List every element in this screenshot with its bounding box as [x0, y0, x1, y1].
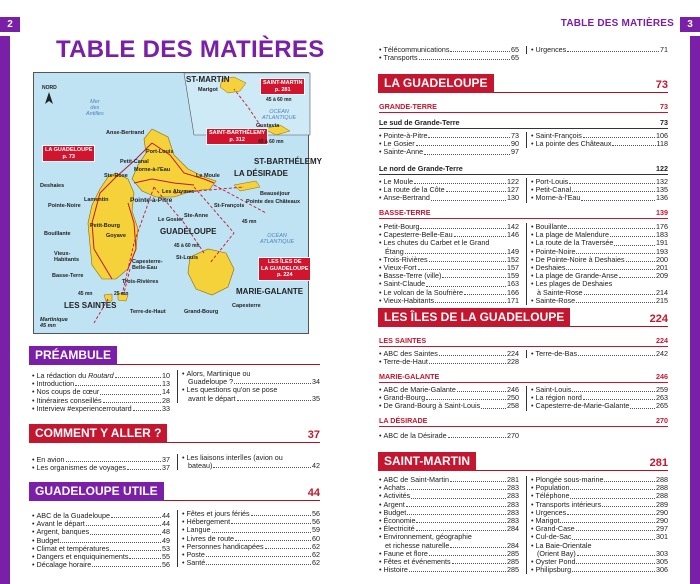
- toc-entry[interactable]: • Saint-Claude 163: [379, 280, 519, 288]
- marie-galante-col-1: [379, 386, 519, 411]
- toc-entry[interactable]: • Environnement, géographie: [379, 533, 519, 541]
- toc-entry[interactable]: • Langue 59: [182, 526, 320, 534]
- subsection-nord-grande-terre: Le nord de Grande-Terre 122: [379, 164, 668, 173]
- toc-entry[interactable]: • Le volcan de la Soufrière 166: [379, 289, 519, 297]
- subsection-marie-galante: MARIE-GALANTE 246: [379, 372, 668, 381]
- utile-col-2: [177, 510, 320, 567]
- nord-col-2: [526, 178, 668, 203]
- toc-entry[interactable]: • Capesterre-de-Marie-Galante 265: [531, 402, 668, 410]
- label-gustavia: Gustavia: [256, 123, 280, 129]
- toc-entry[interactable]: • De Pointe-Noire à Deshaies 200: [531, 256, 668, 264]
- section-la-guadeloupe: [378, 74, 668, 93]
- toc-entry[interactable]: • Bouillante 176: [531, 223, 668, 231]
- section-saint-martin: [378, 452, 668, 471]
- toc-entry[interactable]: • Pointe-à-Pitre 73: [379, 132, 519, 140]
- toc-entry[interactable]: • Port-Louis 132: [531, 178, 668, 186]
- comment-col-2: [177, 454, 320, 470]
- toc-entry[interactable]: • Nos coups de cœur 14: [32, 388, 170, 396]
- toc-entry[interactable]: • Poste 62: [182, 551, 320, 559]
- toc-entry[interactable]: • Vieux-Habitants 171: [379, 297, 519, 305]
- saintes-col-1: [379, 350, 519, 366]
- box-saint-barthelemy: SAINT-BARTHÉLEMY p. 312: [206, 128, 268, 145]
- toc-entry[interactable]: • Le Gosier 90: [379, 140, 519, 148]
- toc-entry[interactable]: • Fêtes et jours fériés 56: [182, 510, 320, 518]
- toc-entry[interactable]: • Dangers et enquiquinements 55: [32, 553, 170, 561]
- label-martinique: Martinique 45 mn: [40, 317, 68, 329]
- label-petit-canal: Petit-Canal: [120, 159, 149, 165]
- toc-entry[interactable]: • Philipsburg 306: [531, 566, 668, 574]
- label-st-martin: ST-MARTIN: [186, 75, 230, 84]
- sea-label: Mer des Antilles: [86, 99, 104, 117]
- box-la-guadeloupe: LA GUADELOUPE p. 73: [42, 145, 95, 162]
- toc-entry[interactable]: • Basse-Terre (ville) 159: [379, 272, 519, 280]
- label-les-abymes: Les Abymes: [162, 189, 195, 195]
- section-preambule: [29, 346, 320, 365]
- toc-entry[interactable]: • Budget 283: [379, 509, 519, 517]
- toc-entry[interactable]: • La route de la Côte 127: [379, 186, 519, 194]
- section-page: 224: [649, 313, 668, 325]
- preambule-col-2: [177, 370, 320, 403]
- sud-col-2: [526, 132, 668, 148]
- toc-entry[interactable]: • Alors, Martinique ou: [182, 370, 320, 378]
- page-title: TABLE DES MATIÈRES: [56, 36, 325, 63]
- basse-terre-col-1: [379, 223, 519, 305]
- toc-entry[interactable]: • La rédaction du Routard 10: [32, 372, 170, 380]
- ocean-label-2: OCÉAN ATLANTIQUE: [260, 233, 295, 245]
- toc-entry[interactable]: • Capesterre-Belle-Eau 146: [379, 231, 519, 239]
- saintes-col-2: [526, 350, 668, 358]
- label-guadeloupe: GUADELOUPE: [160, 227, 217, 236]
- toc-entry[interactable]: • Télécommunications 65: [379, 46, 519, 54]
- toc-entry[interactable]: • Petit-Bourg 142: [379, 223, 519, 231]
- section-iles-guadeloupe: [378, 308, 668, 327]
- toc-entry[interactable]: • Grand-Case 297: [531, 525, 668, 533]
- section-page: 73: [655, 79, 668, 91]
- distance-tag: 45 mn: [78, 291, 93, 297]
- section-page: 281: [649, 457, 668, 469]
- toc-entry[interactable]: • Terre-de-Haut 228: [379, 358, 519, 366]
- toc-entry[interactable]: • ABC de Saint-Martin 281: [379, 476, 519, 484]
- label-le-gosier: Le Gosier: [158, 217, 184, 223]
- toc-entry[interactable]: • Argent 283: [379, 501, 519, 509]
- label-pointe-noire: Pointe-Noire: [48, 203, 81, 209]
- toc-entry[interactable]: • La Baie-Orientale: [531, 542, 668, 550]
- subsection-grande-terre: GRANDE-TERRE 73: [379, 102, 668, 111]
- box-saint-martin: SAINT-MARTIN p. 281: [260, 78, 305, 95]
- basse-terre-col-2: [526, 223, 668, 305]
- label-capesterre: Capesterre-Belle-Eau: [132, 259, 163, 271]
- toc-entry[interactable]: • Plongée sous-marine 288: [531, 476, 668, 484]
- preambule-col-1: [32, 372, 170, 413]
- toc-entry[interactable]: • Interview #experiencerroutard 33: [32, 405, 170, 413]
- left-page-number: 2: [0, 17, 20, 32]
- toc-entry[interactable]: • Histoire 285: [379, 566, 519, 574]
- toc-entry-cont[interactable]: Guadeloupe ? 34: [188, 377, 320, 387]
- toc-entry[interactable]: • Transports intérieurs 289: [531, 501, 668, 509]
- label-ste-rose: Ste-Rose: [104, 173, 128, 179]
- label-pointe-a-pitre: Pointe-à-Pitre: [130, 197, 173, 204]
- ocean-label-1: OCÉAN ATLANTIQUE: [262, 109, 297, 121]
- toc-entry[interactable]: • Terre-de-Bas 242: [531, 350, 668, 358]
- toc-entry[interactable]: • Transports 65: [379, 54, 519, 62]
- label-bouillante: Bouillante: [44, 231, 71, 237]
- section-label: PRÉAMBULE: [29, 346, 117, 365]
- toc-entry[interactable]: • Argent, banques 48: [32, 528, 170, 536]
- toc-entry[interactable]: • Livres de route 60: [182, 535, 320, 543]
- toc-entry[interactable]: • De Grand-Bourg à Saint-Louis 258: [379, 402, 519, 410]
- toc-entry[interactable]: • Climat et températures 53: [32, 545, 170, 553]
- right-gutter-bar: [690, 36, 700, 584]
- utile-col-1: [32, 512, 170, 569]
- subsection-sud-grande-terre: Le sud de Grande-Terre 73: [379, 118, 668, 127]
- section-comment-y-aller: [29, 424, 320, 443]
- section-label: COMMENT Y ALLER ?: [29, 424, 167, 443]
- toc-entry[interactable]: • Deshaies 201: [531, 264, 668, 272]
- toc-entry[interactable]: • Avant le départ 44: [32, 520, 170, 528]
- section-label: SAINT-MARTIN: [378, 452, 476, 471]
- label-st-francois: St-François: [214, 203, 245, 209]
- top-col-1: [379, 46, 519, 62]
- section-guadeloupe-utile: [29, 482, 320, 501]
- desirade-island: [234, 181, 260, 191]
- distance-tag: 45 à 60 mn: [266, 97, 292, 103]
- toc-entry[interactable]: • Saint-François 106: [531, 132, 668, 140]
- subsection-les-saintes: LES SAINTES 224: [379, 336, 668, 345]
- toc-entry[interactable]: • Trois-Rivières 152: [379, 256, 519, 264]
- label-vieux-habitants: Vieux-Habitants: [54, 251, 80, 263]
- distance-tag: 25 mn: [114, 291, 129, 297]
- label-basse-terre: Basse-Terre: [52, 273, 84, 279]
- toc-entry[interactable]: • Grand-Bourg 250: [379, 394, 519, 402]
- compass-icon: [44, 92, 54, 104]
- toc-entry[interactable]: • Économie 283: [379, 517, 519, 525]
- section-label: LA GUADELOUPE: [378, 74, 494, 93]
- toc-entry[interactable]: • Oyster Pond 305: [531, 558, 668, 566]
- toc-entry-cont[interactable]: à Sainte-Rose 214: [537, 287, 668, 297]
- section-page: 44: [307, 487, 320, 499]
- toc-entry[interactable]: • Urgences 290: [531, 509, 668, 517]
- north-label: NORD: [42, 85, 57, 91]
- toc-entry[interactable]: • Sainte-Anne 97: [379, 148, 519, 156]
- toc-entry[interactable]: • Morne-à-l'Eau 136: [531, 194, 668, 202]
- toc-entry[interactable]: • ABC des Saintes 224: [379, 350, 519, 358]
- label-st-louis: St-Louis: [176, 255, 198, 261]
- toc-entry[interactable]: • En avion 37: [32, 456, 170, 464]
- toc-entry[interactable]: • ABC de Marie-Galante 246: [379, 386, 519, 394]
- toc-entry[interactable]: • Itinéraires conseillés 28: [32, 397, 170, 405]
- label-marigot: Marigot: [198, 87, 218, 93]
- toc-entry[interactable]: • Les questions qu'on se pose: [182, 386, 320, 394]
- map: [33, 72, 322, 334]
- toc-entry[interactable]: • Les chutes du Carbet et le Grand: [379, 239, 519, 247]
- left-gutter-bar: [0, 36, 10, 584]
- toc-entry[interactable]: • Électricité 284: [379, 525, 519, 533]
- toc-entry[interactable]: • Anse-Bertrand 130: [379, 194, 519, 202]
- sud-col-1: [379, 132, 519, 157]
- st-martin-col-2: [526, 476, 668, 574]
- toc-entry[interactable]: • Achats 283: [379, 484, 519, 492]
- toc-entry[interactable]: • Santé 62: [182, 559, 320, 567]
- toc-entry[interactable]: • Le Moule 122: [379, 178, 519, 186]
- toc-entry[interactable]: • Population 288: [531, 484, 668, 492]
- toc-entry[interactable]: • Introduction 13: [32, 380, 170, 388]
- toc-entry[interactable]: • Activités 283: [379, 492, 519, 500]
- label-lamentin: Lamentin: [84, 197, 109, 203]
- running-title: TABLE DES MATIÈRES: [560, 18, 674, 29]
- marie-galante-col-2: [526, 386, 668, 411]
- toc-entry[interactable]: • Budget 49: [32, 537, 170, 545]
- toc-entry[interactable]: • ABC de la Désirade 270: [379, 432, 519, 440]
- label-grand-bourg: Grand-Bourg: [184, 309, 219, 315]
- distance-tag: 45 à 60 mn: [174, 243, 200, 249]
- toc-entry[interactable]: • La plage de Grande-Anse 209: [531, 272, 668, 280]
- distance-tag: 45 mn: [242, 219, 257, 225]
- toc-entry[interactable]: • La région nord 263: [531, 394, 668, 402]
- toc-entry[interactable]: • La route de la Traversée 191: [531, 239, 668, 247]
- toc-entry-cont[interactable]: (Orient Bay) 303: [537, 548, 668, 558]
- label-terre-de-haut: Terre-de-Haut: [130, 309, 166, 315]
- toc-entry-cont[interactable]: bateau) 42: [188, 461, 320, 471]
- nord-col-1: [379, 178, 519, 203]
- label-les-saintes: LES SAINTES: [64, 301, 117, 310]
- toc-entry[interactable]: • Personnes handicapées 62: [182, 543, 320, 551]
- toc-entry[interactable]: • Urgences 71: [531, 46, 668, 54]
- label-deshaies: Deshaies: [40, 183, 65, 189]
- toc-entry[interactable]: • Téléphone 288: [531, 492, 668, 500]
- label-pointe-des-chateaux: Pointe des Châteaux: [246, 199, 301, 205]
- label-trois-rivieres: Trois-Rivières: [122, 279, 159, 285]
- toc-entry[interactable]: • La plage de Malendure 183: [531, 231, 668, 239]
- distance-tag: 45 à 60 mn: [258, 139, 284, 145]
- toc-entry[interactable]: • Cul-de-Sac 301: [531, 533, 668, 541]
- section-page: 37: [307, 429, 320, 441]
- label-goyave: Goyave: [106, 233, 126, 239]
- toc-entry[interactable]: • Sainte-Rose 215: [531, 297, 668, 305]
- label-petit-bourg: Petit-Bourg: [90, 223, 120, 229]
- toc-entry[interactable]: • Les organismes de voyages 37: [32, 464, 170, 472]
- label-beausejour: Beauséjour: [260, 191, 290, 197]
- toc-entry-cont[interactable]: et richesse naturelle 284: [385, 540, 519, 550]
- label-capesterre-mg: Capesterre: [232, 303, 261, 309]
- subsection-la-desirade: LA DÉSIRADE 270: [379, 416, 668, 425]
- toc-entry[interactable]: • Faune et flore 285: [379, 550, 519, 558]
- section-label: LES ÎLES DE LA GUADELOUPE: [378, 308, 570, 327]
- toc-entry[interactable]: • Hébergement 56: [182, 518, 320, 526]
- toc-entry[interactable]: • Les liaisons interîles (avion ou: [182, 454, 320, 462]
- label-ste-anne: Ste-Anne: [184, 213, 209, 219]
- label-marie-galante: MARIE-GALANTE: [236, 287, 304, 296]
- toc-entry[interactable]: • La pointe des Châteaux 118: [531, 140, 668, 148]
- comment-col-1: [32, 456, 170, 472]
- label-la-desirade: LA DÉSIRADE: [234, 169, 288, 178]
- right-page-number: 3: [680, 17, 700, 32]
- label-port-louis: Port-Louis: [146, 149, 174, 155]
- toc-entry[interactable]: • Saint-Louis 259: [531, 386, 668, 394]
- box-iles-guadeloupe: LES ÎLES DE LA GUADELOUPE p. 224: [258, 257, 311, 281]
- toc-entry-cont[interactable]: avant le départ 35: [188, 393, 320, 403]
- toc-entry[interactable]: • Fêtes et événements 285: [379, 558, 519, 566]
- top-col-2: [526, 46, 668, 54]
- toc-entry[interactable]: • Décalage horaire 56: [32, 561, 170, 569]
- toc-entry[interactable]: • ABC de la Guadeloupe 44: [32, 512, 170, 520]
- label-le-moule: Le Moule: [196, 173, 220, 179]
- toc-entry[interactable]: • Pointe-Noire 193: [531, 248, 668, 256]
- st-martin-col-1: [379, 476, 519, 574]
- label-st-barthelemy: ST-BARTHÉLEMY: [254, 157, 322, 166]
- label-morne-a-l-eau: Morne-à-l'Eau: [134, 167, 171, 173]
- toc-entry[interactable]: • Vieux-Fort 157: [379, 264, 519, 272]
- subsection-basse-terre: BASSE-TERRE 139: [379, 208, 668, 217]
- toc-entry-cont[interactable]: Étang 149: [385, 246, 519, 256]
- desirade-col-1: [379, 432, 519, 440]
- label-anse-bertrand: Anse-Bertrand: [106, 130, 145, 136]
- toc-entry[interactable]: • Petit-Canal 135: [531, 186, 668, 194]
- toc-entry[interactable]: • Les plages de Deshaies: [531, 280, 668, 288]
- toc-entry[interactable]: • Marigot 290: [531, 517, 668, 525]
- section-label: GUADELOUPE UTILE: [29, 482, 164, 501]
